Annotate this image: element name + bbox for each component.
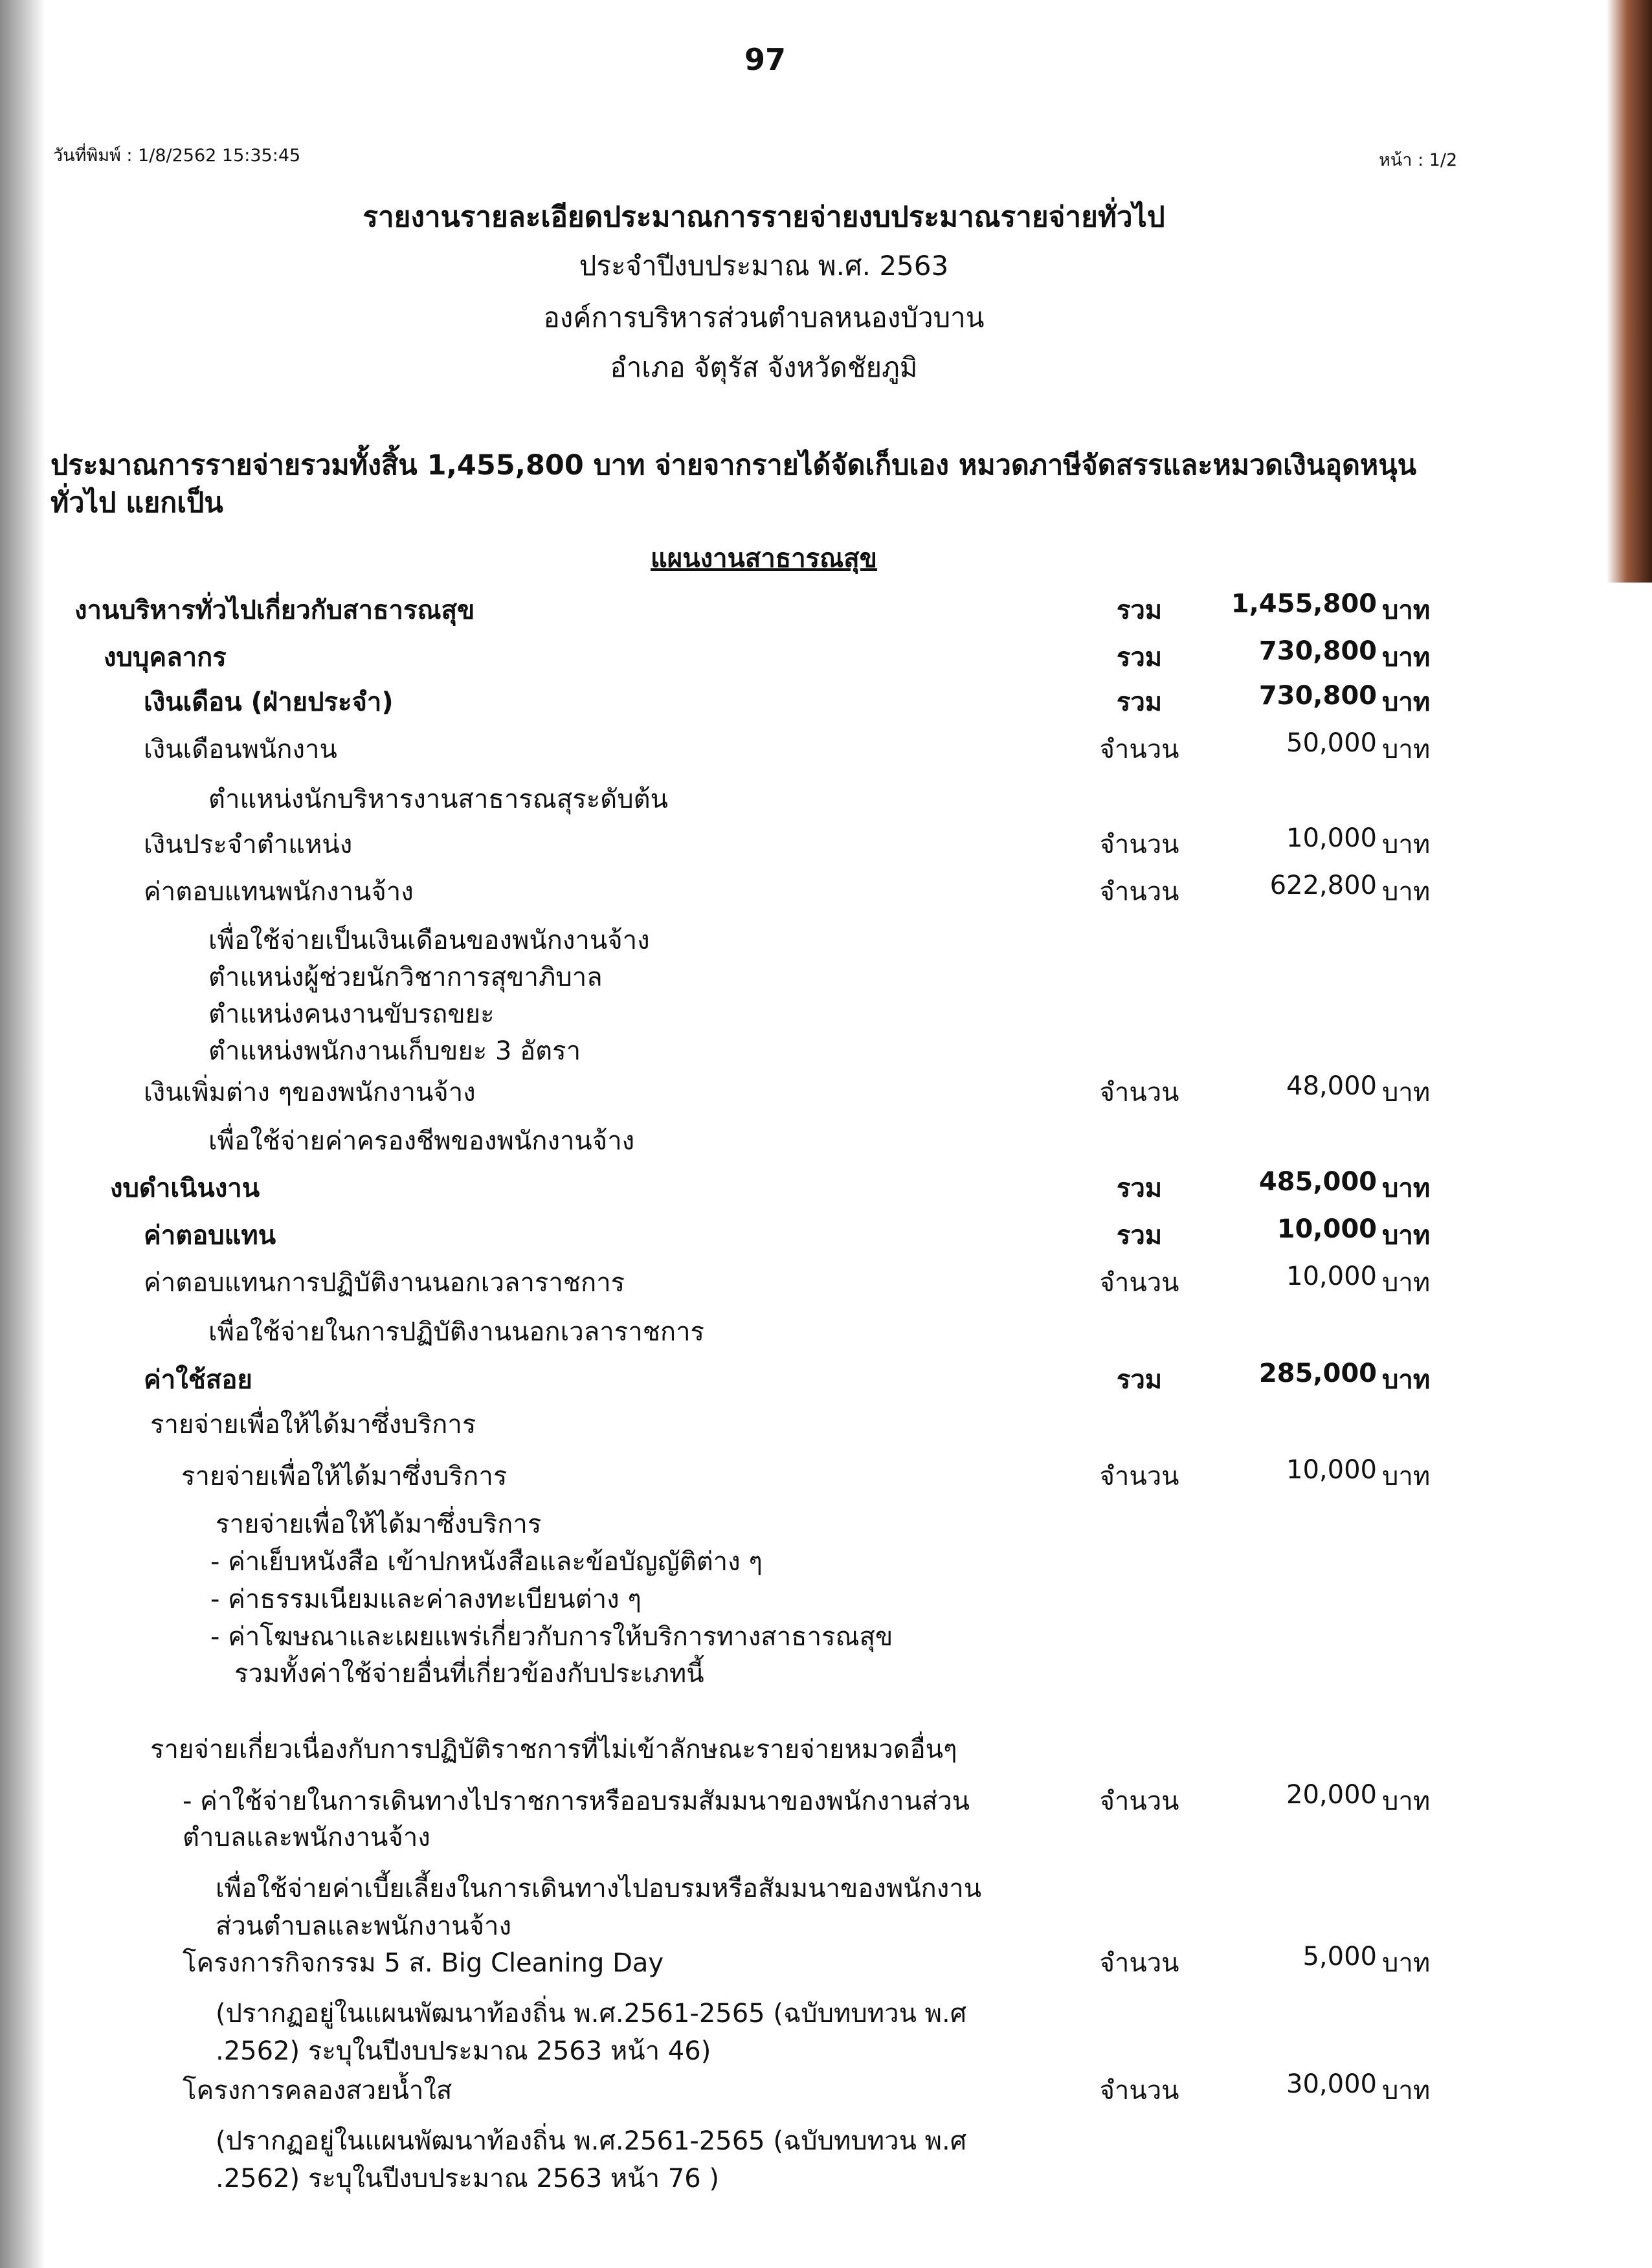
row-label: งบดำเนินงาน bbox=[110, 1173, 260, 1203]
description: - ค่าธรรมเนียมและค่าลงทะเบียนต่าง ๆ bbox=[210, 1584, 642, 1614]
row-amount: 10,000 bbox=[1286, 1262, 1377, 1291]
row-label: เงินเดือน (ฝ่ายประจำ) bbox=[144, 687, 394, 717]
row-unit: บาท bbox=[1382, 1462, 1431, 1491]
description: เพื่อใช้จ่ายค่าเบี้ยเลี้ยงในการเดินทางไปอบรมหรือสัมมนาของพนักงาน bbox=[216, 1874, 982, 1904]
description: - ค่าเย็บหนังสือ เข้าปกหนังสือและข้อบัญญัติต่าง ๆ bbox=[210, 1547, 763, 1577]
row-amount: 485,000 bbox=[1258, 1167, 1377, 1197]
summary-line-2: ทั่วไป แยกเป็น bbox=[50, 487, 223, 519]
row-unit: บาท bbox=[1382, 1948, 1431, 1978]
budget-row bbox=[0, 1262, 1652, 1307]
budget-row bbox=[0, 589, 1652, 634]
row-label: รายจ่ายเพื่อให้ได้มาซึ่งบริการ bbox=[181, 1462, 508, 1491]
summary-line-1: ประมาณการรายจ่ายรวมทั้งสิ้น 1,455,800 บาท จ่ายจากรายได้จัดเก็บเอง หมวดภาษีจัดสรรและหมวดเงินอุดหนุน bbox=[50, 449, 1417, 482]
row-label: - ค่าใช้จ่ายในการเดินทางไปราชการหรืออบรมสัมมนาของพนักงานส่วน bbox=[183, 1786, 970, 1816]
description: ตำแหน่งพนักงานเก็บขยะ 3 อัตรา bbox=[208, 1036, 581, 1066]
row-unit: บาท bbox=[1382, 1365, 1431, 1395]
district-province: อำเภอ จัตุรัส จังหวัดชัยภูมิ bbox=[610, 351, 918, 383]
row-unit: บาท bbox=[1382, 2076, 1431, 2106]
row-label: เงินเพิ่มต่าง ๆของพนักงานจ้าง bbox=[144, 1078, 476, 1107]
page-number: 97 bbox=[744, 42, 787, 77]
row-amount: 10,000 bbox=[1286, 1455, 1377, 1485]
row-unit: บาท bbox=[1382, 1268, 1431, 1298]
budget-summary bbox=[50, 447, 1416, 522]
category-heading: รายจ่ายเกี่ยวเนื่องกับการปฏิบัติราชการที่ไม่เข้าลักษณะรายจ่ายหมวดอื่นๆ bbox=[150, 1735, 957, 1764]
description: เพื่อใช้จ่ายในการปฏิบัติงานนอกเวลาราชการ bbox=[208, 1317, 705, 1347]
row-keyword: จำนวน bbox=[1099, 1078, 1179, 1107]
description: .2562) ระบุในปีงบประมาณ 2563 หน้า 46) bbox=[216, 2036, 711, 2066]
row-keyword: รวม bbox=[1116, 1173, 1163, 1203]
row-keyword: จำนวน bbox=[1099, 735, 1179, 764]
description: ส่วนตำบลและพนักงานจ้าง bbox=[216, 1911, 512, 1941]
description: (ปรากฏอยู่ในแผนพัฒนาท้องถิ่น พ.ศ.2561-2565 (ฉบับทบทวน พ.ศ bbox=[216, 2126, 967, 2156]
budget-row bbox=[0, 823, 1652, 869]
description: (ปรากฏอยู่ในแผนพัฒนาท้องถิ่น พ.ศ.2561-2565 (ฉบับทบทวน พ.ศ bbox=[216, 1999, 967, 2029]
budget-row bbox=[0, 728, 1652, 773]
row-unit: บาท bbox=[1382, 830, 1431, 860]
row-keyword: รวม bbox=[1116, 1221, 1163, 1251]
row-keyword: จำนวน bbox=[1099, 1462, 1179, 1491]
row-label: งานบริหารทั่วไปเกี่ยวกับสาธารณสุข bbox=[74, 595, 475, 625]
budget-row bbox=[0, 2069, 1652, 2115]
row-amount: 730,800 bbox=[1258, 636, 1377, 666]
organization-name: องค์การบริหารส่วนตำบลหนองบัวบาน bbox=[543, 302, 985, 333]
row-label: ค่าตอบแทนการปฏิบัติงานนอกเวลาราชการ bbox=[144, 1268, 625, 1298]
budget-row bbox=[0, 1214, 1652, 1260]
budget-row bbox=[0, 871, 1652, 916]
budget-row bbox=[0, 636, 1652, 682]
row-amount: 10,000 bbox=[1277, 1214, 1377, 1244]
category-heading: รายจ่ายเพื่อให้ได้มาซึ่งบริการ bbox=[150, 1410, 476, 1440]
description: เพื่อใช้จ่ายค่าครองชีพของพนักงานจ้าง bbox=[208, 1126, 635, 1156]
description: ตำแหน่งผู้ช่วยนักวิชาการสุขาภิบาล bbox=[208, 962, 603, 992]
row-unit: บาท bbox=[1382, 1173, 1431, 1203]
row-amount: 730,800 bbox=[1258, 681, 1377, 711]
row-unit: บาท bbox=[1382, 1078, 1431, 1107]
row-keyword: จำนวน bbox=[1099, 2076, 1179, 2106]
print-date: วันที่พิมพ์ : 1/8/2562 15:35:45 bbox=[53, 146, 301, 166]
row-amount: 50,000 bbox=[1286, 728, 1377, 758]
description: รายจ่ายเพื่อให้ได้มาซึ่งบริการ bbox=[216, 1509, 542, 1539]
row-keyword: รวม bbox=[1116, 595, 1163, 625]
page-of: หน้า : 1/2 bbox=[1379, 150, 1458, 170]
row-unit: บาท bbox=[1382, 1786, 1431, 1816]
budget-row bbox=[0, 1455, 1652, 1500]
row-amount: 285,000 bbox=[1258, 1359, 1377, 1388]
row-amount: 10,000 bbox=[1286, 823, 1377, 853]
row-unit: บาท bbox=[1382, 687, 1431, 717]
budget-row bbox=[0, 681, 1652, 726]
budget-row bbox=[0, 1359, 1652, 1404]
row-label: โครงการกิจกรรม 5 ส. Big Cleaning Day bbox=[183, 1948, 664, 1978]
scan-shadow-right bbox=[1607, 0, 1652, 583]
budget-row bbox=[0, 1071, 1652, 1117]
row-keyword: จำนวน bbox=[1099, 877, 1179, 907]
row-amount: 622,800 bbox=[1269, 871, 1377, 900]
row-label: ค่าตอบแทน bbox=[144, 1221, 276, 1251]
row-amount: 5,000 bbox=[1302, 1942, 1377, 1972]
row-unit: บาท bbox=[1382, 1221, 1431, 1251]
description: - ค่าโฆษณาและเผยแพร่เกี่ยวกับการให้บริการทางสาธารณสุข bbox=[210, 1622, 893, 1652]
row-keyword: รวม bbox=[1116, 687, 1163, 717]
description: .2562) ระบุในปีงบประมาณ 2563 หน้า 76 ) bbox=[216, 2164, 720, 2194]
row-keyword: รวม bbox=[1116, 1365, 1163, 1395]
row-label: ค่าใช้สอย bbox=[144, 1365, 252, 1395]
row-keyword: จำนวน bbox=[1099, 1786, 1179, 1816]
row-label: ค่าตอบแทนพนักงานจ้าง bbox=[144, 877, 414, 907]
row-label: งบบุคลากร bbox=[104, 643, 227, 673]
description: ตำบลและพนักงานจ้าง bbox=[183, 1823, 430, 1852]
description: ตำแหน่งนักบริหารงานสาธารณสุระดับต้น bbox=[208, 784, 668, 814]
row-keyword: จำนวน bbox=[1099, 830, 1179, 860]
description: รวมทั้งค่าใช้จ่ายอื่นที่เกี่ยวข้องกับประเภทนี้ bbox=[234, 1659, 704, 1689]
row-keyword: รวม bbox=[1116, 643, 1163, 673]
row-label: โครงการคลองสวยน้ำใส bbox=[183, 2076, 452, 2106]
row-label: เงินประจำตำแหน่ง bbox=[144, 830, 353, 860]
scan-shadow-left bbox=[0, 0, 45, 2268]
row-unit: บาท bbox=[1382, 643, 1431, 673]
row-amount: 1,455,800 bbox=[1231, 589, 1377, 619]
fiscal-year: ประจำปีงบประมาณ พ.ศ. 2563 bbox=[579, 250, 949, 282]
row-unit: บาท bbox=[1382, 877, 1431, 907]
plan-title: แผนงานสาธารณสุข bbox=[651, 544, 877, 573]
description: ตำแหน่งคนงานขับรถขยะ bbox=[208, 999, 495, 1029]
row-unit: บาท bbox=[1382, 735, 1431, 764]
report-title: รายงานรายละเอียดประมาณการรายจ่ายงบประมาณรายจ่ายทั่วไป bbox=[363, 201, 1165, 234]
row-label: เงินเดือนพนักงาน bbox=[144, 735, 337, 764]
description: เพื่อใช้จ่ายเป็นเงินเดือนของพนักงานจ้าง bbox=[208, 926, 650, 955]
budget-row bbox=[0, 1942, 1652, 1987]
row-unit: บาท bbox=[1382, 595, 1431, 625]
row-amount: 30,000 bbox=[1286, 2069, 1377, 2099]
budget-row bbox=[0, 1167, 1652, 1212]
row-amount: 20,000 bbox=[1286, 1780, 1377, 1810]
row-amount: 48,000 bbox=[1286, 1071, 1377, 1101]
row-keyword: จำนวน bbox=[1099, 1948, 1179, 1978]
row-keyword: จำนวน bbox=[1099, 1268, 1179, 1298]
